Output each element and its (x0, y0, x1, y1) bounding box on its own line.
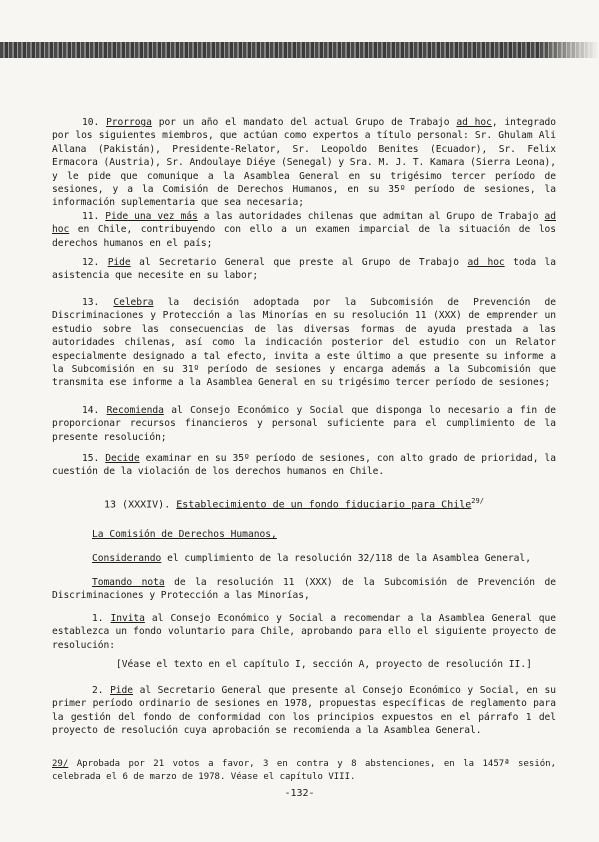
ad-hoc-term: ad hoc (467, 257, 505, 268)
operative-verb: Invita (110, 613, 145, 624)
paragraph-10 (52, 116, 556, 210)
paragraph-number: 11. (82, 211, 100, 222)
paragraph-number: 15. (82, 453, 100, 464)
paragraph-number: 12. (82, 257, 100, 268)
paragraph-14 (52, 404, 556, 444)
resolution-title: Establecimiento de un fondo fiduciario para Chile (176, 499, 472, 511)
paragraph-number: 2. (92, 685, 104, 696)
paragraph-text: examinar en su 35º período de sesiones, con alto grado de prioridad, la cuestión de la violación de los derechos humanos en Chile. (52, 453, 556, 478)
operative-verb: Prorroga (106, 117, 152, 128)
paragraph-text: al Consejo Económico y Social que disponga lo necesario a fin de proporcionar recursos financieros y personal suficiente para el cumplimiento de la presente resolución; (52, 405, 556, 443)
operative-verb: Recomienda (106, 405, 164, 416)
commission-line (52, 528, 552, 541)
paragraph-text: al Consejo Económico y Social a recomendar a la Asamblea General que establezca un fondo voluntario para Chile, aprobando para ello el siguiente proyecto de resolución: (52, 613, 556, 651)
paragraph-15 (52, 452, 556, 479)
paragraph-text: la decisión adoptada por la Subcomisión de Prevención de Discriminaciones y Protección a las Minorías en su resolución 11 (XXX) de emprender un estudio sobre las consecuencias de las diversas formas de ayuda prestada a las autoridades chilenas, así como la indicación posterior del estudio con un Relator especialmente designado a tal efecto, invita a este último a que presente su informe a la Subcomisión en su 31º período de sesiones y encarga además a la Subcomisión que transmita ese informe a la Asamblea General en su trigésimo tercer período de sesiones; (52, 297, 556, 389)
preamble-text: de la resolución 11 (XXX) de la Subcomisión de Prevención de Discriminaciones y Protección a las Minorías, (52, 577, 556, 602)
preamble-verb: Considerando (92, 553, 162, 564)
operative-verb: Celebra (113, 297, 154, 308)
operative-paragraph-1 (52, 612, 556, 652)
operative-paragraph-2 (52, 684, 556, 738)
paragraph-text: al Secretario General que preste al Grupo de Trabajo (130, 257, 468, 268)
paragraph-text: en Chile, contribuyendo con ello a un examen imparcial de la situación de los derechos humanos en el país; (52, 224, 556, 249)
paragraph-number: 13. (82, 297, 100, 308)
paragraph-text: toda la asistencia que necesite en su labor; (52, 257, 557, 282)
paragraph-number: 14. (82, 405, 100, 416)
operative-verb: Decide (105, 453, 140, 464)
paragraph-text: al Secretario General que presente al Consejo Económico y Social, en su primer período ordinario de sesiones en 1978, propuestas específicas de reglamento para la gestión del fondo de conformidad con los principios expuestos en el párrafo 1 del proyecto de resolución cuya aprobación se recomienda a la Asamblea General. (52, 685, 556, 737)
preamble-verb: Tomando nota (92, 577, 165, 588)
page-number: -132- (284, 788, 315, 799)
footnote (52, 758, 556, 783)
preamble-considerando (52, 552, 552, 565)
paragraph-text: por un año el mandato del actual Grupo de Trabajo (151, 117, 457, 128)
ad-hoc-term: ad hoc (52, 211, 556, 236)
footnote-text: Aprobada por 21 votos a favor, 3 en contra y 8 abstenciones, en la 1457ª sesión, celebrada el 6 de marzo de 1978. Véase el capítulo VIII. (52, 759, 556, 782)
operative-verb: Pide una vez más (105, 211, 198, 222)
footnote-reference: 29/ (471, 497, 484, 505)
commission-name: La Comisión de Derechos Humanos, (92, 529, 277, 540)
preamble-text: el cumplimiento de la resolución 32/118 de la Asamblea General, (161, 553, 531, 564)
paragraph-11 (52, 210, 556, 250)
paragraph-13 (52, 296, 556, 390)
footnote-mark: 29/ (52, 759, 69, 769)
paragraph-text: a las autoridades chilenas que admitan al Grupo de Trabajo (197, 211, 545, 222)
cross-reference-note: [Véase el texto en el capítulo I, sección A, proyecto de resolución II.] (116, 659, 532, 670)
paragraph-12 (52, 256, 556, 283)
preamble-tomando-nota (52, 576, 556, 603)
ad-hoc-term: ad hoc (456, 117, 492, 128)
resolution-heading (104, 494, 544, 512)
paragraph-text: , integrado por los siguientes miembros, que actúan como expertos a título personal: Sr. Ghulam Ali Allana (Pakistán), Presidente-Relator, Sr. Leopoldo Benites (Ecuador), Sr. Felix Ermacora (Austria), Sr. Andoulaye Diéye (Senegal) y Sra. M. J. T. Kamara (Sierra Leona), y le pide que comunique a la Asamblea General en su trigésimo tercer período de sesiones, y a la Comisión de Derechos Humanos, en su 35º período de sesiones, la información suplementaria que sea necesaria; (52, 117, 556, 209)
operative-verb: Pide (107, 257, 131, 268)
paragraph-number: 10. (82, 117, 100, 128)
resolution-number: 13 (XXXIV). (104, 499, 171, 511)
operative-verb: Pide (110, 685, 133, 696)
paragraph-number: 1. (92, 613, 104, 624)
